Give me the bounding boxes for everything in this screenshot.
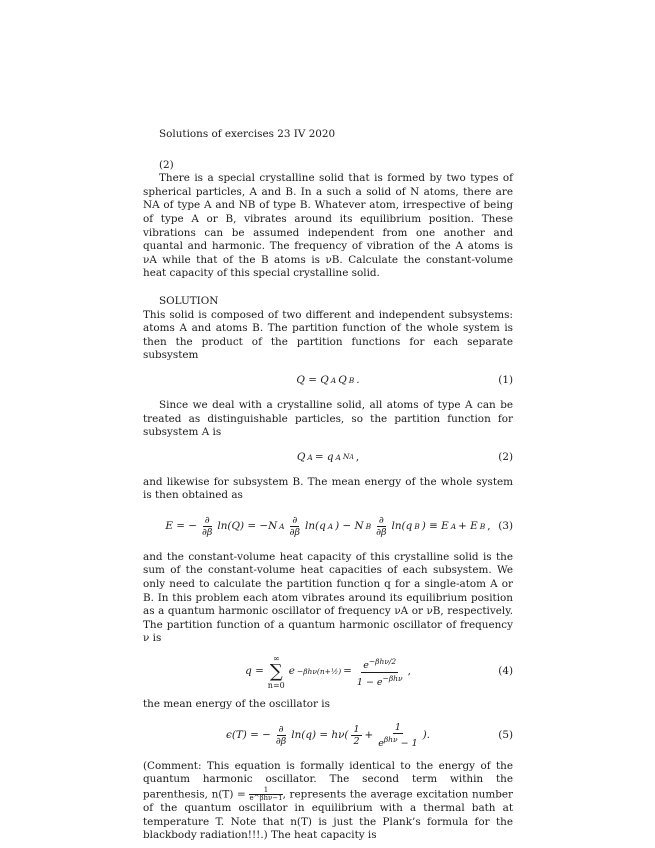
solution-paragraph-2: Since we deal with a crystalline solid, all atoms of type A can be treated as distinguishable particles, so the partition function for subsystem A is	[143, 398, 513, 439]
page-header: Solutions of exercises 23 IV 2020	[159, 128, 336, 140]
equation-1-number: (1)	[498, 374, 513, 387]
equation-4: q = ∞ ∑ n=0 e −βhν(n+½) = $\frac{e^{-\beta h\nu/2}}{1 - e^{-\beta h\nu}}$ , (4)	[245, 654, 513, 691]
equation-2-number: (2)	[498, 450, 513, 463]
problem-number: (2)	[159, 158, 174, 171]
solution-paragraph-5: the mean energy of the oscillator is	[143, 698, 330, 711]
solution-paragraph-4: and the constant-volume heat capacity of this crystalline solid is the sum of the constant-volume heat capacities of each subsystem. We only need to calculate the partition function q for a single-atom A or B. In this problem each atom vibrates around its equilibrium position as a quantum harmonic oscillator of frequency νA or νB, respectively. The partition function of a quantum harmonic oscillator of frequency ν is	[143, 550, 513, 645]
solution-paragraph-6: (Comment: This equation is formally identical to the energy of the quantum harmonic oscillator. The second term within the parenthesis, n(T) = $\frac{1}{\text{e\textasciicircum{}βhν−1}}$ , represents the average excitation number of the quantum oscillator in equilibrium with a thermal bath at temperature T. Note that n(T) is just the Plank’s formula for the blackbody radiation!!!.) The heat capacity is	[143, 759, 513, 842]
page	[143, 128, 513, 843]
equation-1: Q = Q A Q B . (1)	[296, 374, 513, 387]
solution-paragraph-1: This solid is composed of two different and independent subsystems: atoms A and atoms B. The partition function of the whole system is then the product of the partition functions for each separate subsystem	[143, 308, 513, 362]
solution-title: SOLUTION	[159, 294, 219, 307]
equation-5: ϵ(T) = − $\frac{\partial}{\partial\beta}$ ln(q) = hν( $\frac{1}{2}$ + $\frac{1}{e^{\beta h\nu} - 1}$ ). (5)	[226, 722, 513, 750]
equation-4-number: (4)	[498, 665, 513, 678]
equation-2: Q A = q A NA , (2)	[296, 450, 513, 463]
equation-3: E = − $\frac{\partial}{\partial\beta}$ ln(Q) = −N A $\frac{\partial}{\partial\beta}$ ln(q A ) − N B $\frac{\partial}{\partial\beta}$ ln(q B ) ≡ E A + E B , (3)	[165, 515, 513, 539]
solution-paragraph-3: and likewise for subsystem B. The mean energy of the whole system is then obtained as	[143, 475, 513, 502]
equation-3-number: (3)	[498, 520, 513, 533]
equation-5-number: (5)	[498, 728, 513, 741]
problem-statement: There is a special crystalline solid that is formed by two types of spherical particles, A and B. In a such a solid of N atoms, there are NA of type A and NB of type B. Whatever atom, irrespective of being of type A or B, vibrates around its equilibrium position. These vibrations can be assumed independent from one another and quantal and harmonic. The frequency of vibration of the A atoms is νA while that of the B atoms is νB. Calculate the constant-volume heat capacity of this special crystalline solid.	[143, 172, 513, 280]
